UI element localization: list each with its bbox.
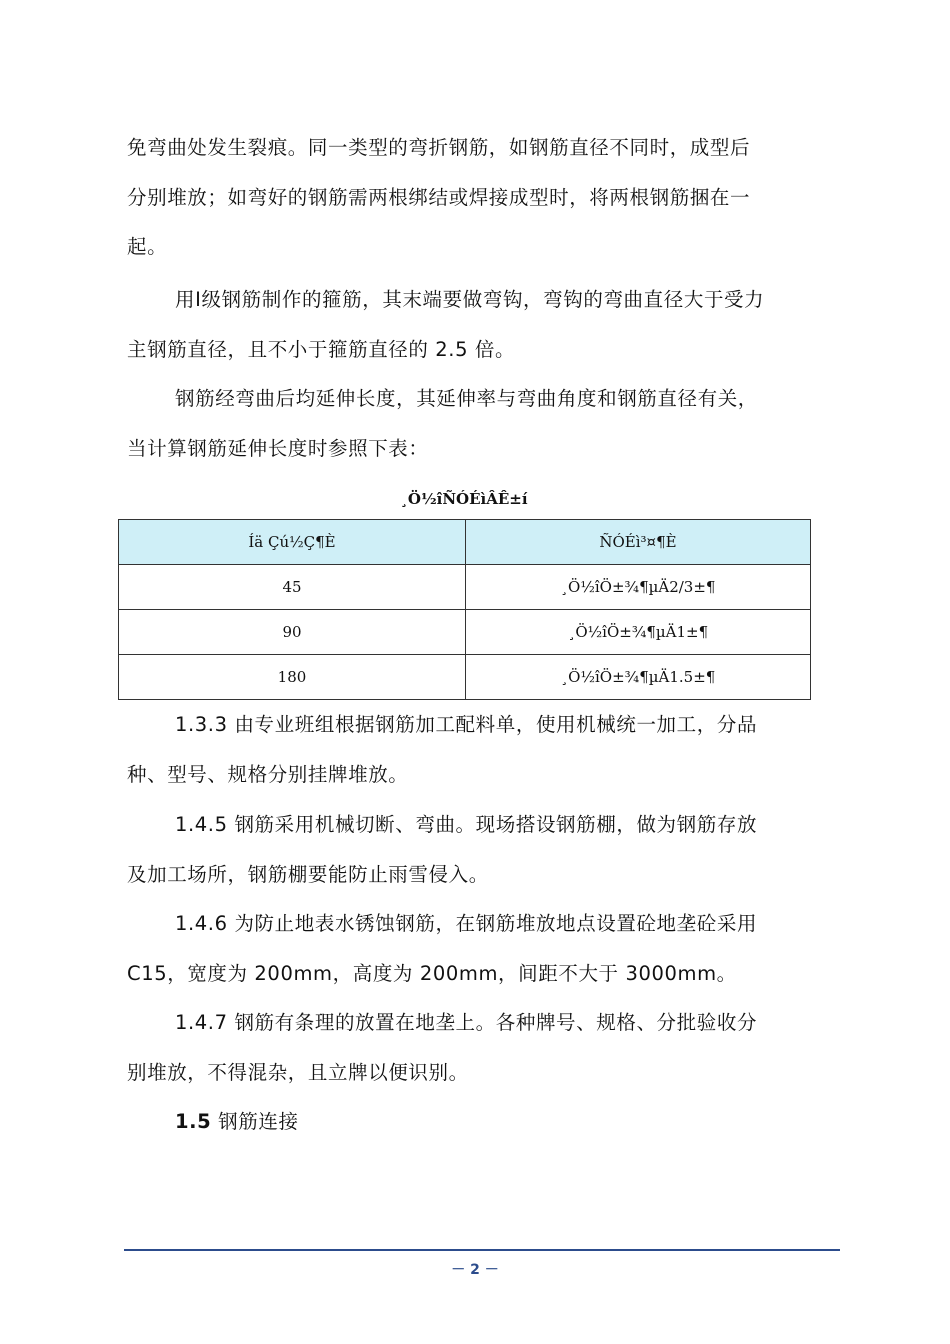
- section-title: 钢筋连接: [218, 1110, 299, 1133]
- table-header-row: [119, 520, 811, 565]
- table-cell: 90: [119, 610, 466, 655]
- text-line: 分别堆放；如弯好的钢筋需两根绑结或焊接成型时，将两根钢筋捆在一: [127, 185, 751, 209]
- table-row: [119, 655, 811, 700]
- table-cell: ¸Ö½îÖ±¾¶µÄ1±¶: [466, 610, 811, 655]
- text-line: 主钢筋直径，且不小于箍筋直径的 2.5 倍。: [127, 337, 516, 361]
- section-1-4-5: [127, 800, 839, 899]
- section-number: 1.3.3: [175, 713, 228, 736]
- section-number: 1.4.6: [175, 912, 228, 935]
- section-text: 由专业班组根据钢筋加工配料单，使用机械统一加工，分品: [234, 713, 758, 736]
- table-row: [119, 565, 811, 610]
- text-line: 钢筋经弯曲后均延伸长度，其延伸率与弯曲角度和钢筋直径有关，: [175, 387, 758, 410]
- section-text: 钢筋有条理的放置在地垄上。各种牌号、规格、分批验收分: [234, 1011, 758, 1034]
- section-1-4-6: [127, 899, 839, 998]
- text-line: [127, 700, 839, 750]
- elongation-table: [118, 519, 811, 700]
- header-cell: ÑÓÉì³¤¶È: [466, 520, 811, 565]
- text-line: 种、型号、规格分别挂牌堆放。: [127, 762, 409, 786]
- page-number: － 2 －: [451, 1262, 499, 1278]
- section-number: 1.4.7: [175, 1011, 228, 1034]
- text-line: 别堆放，不得混杂，且立牌以便识别。: [127, 1060, 469, 1084]
- text-line: C15，宽度为 200mm，高度为 200mm，间距不大于 3000mm。: [127, 961, 737, 985]
- section-text: 为防止地表水锈蚀钢筋，在钢筋堆放地点设置砼地垄砼采用: [234, 912, 758, 935]
- table-row: [119, 610, 811, 655]
- text-line: 及加工场所，钢筋棚要能防止雨雪侵入。: [127, 862, 489, 886]
- paragraph-bending-continued: [127, 123, 839, 272]
- text-line: 当计算钢筋延伸长度时参照下表：: [127, 436, 429, 460]
- table-cell: ¸Ö½îÖ±¾¶µÄ1.5±¶: [466, 655, 811, 700]
- table-cell: 180: [119, 655, 466, 700]
- section-text: 钢筋采用机械切断、弯曲。现场搭设钢筋棚，做为钢筋存放: [234, 813, 758, 836]
- section-number: 1.5: [175, 1110, 212, 1133]
- paragraph-stirrup-hook: [127, 275, 839, 374]
- text-line: [127, 998, 839, 1048]
- section-number: 1.4.5: [175, 813, 228, 836]
- table-cell: 45: [119, 565, 466, 610]
- paragraph-elongation: [127, 374, 839, 473]
- section-1-3-3: [127, 700, 839, 799]
- text-line: [127, 1097, 839, 1147]
- header-cell: Íä Çú½Ç¶È: [119, 520, 466, 565]
- table-caption: ¸Ö½îÑÓÉìÂÊ±í: [400, 490, 528, 508]
- section-1-4-7: [127, 998, 839, 1097]
- text-line: 用Ⅰ级钢筋制作的箍筋，其末端要做弯钩，弯钩的弯曲直径大于受力: [175, 288, 765, 311]
- text-line: [127, 899, 839, 949]
- table-cell: ¸Ö½îÖ±¾¶µÄ2/3±¶: [466, 565, 811, 610]
- text-line: 免弯曲处发生裂痕。同一类型的弯折钢筋，如钢筋直径不同时，成型后: [127, 136, 751, 159]
- text-line: 起。: [127, 235, 168, 258]
- footer-divider: [124, 1249, 840, 1251]
- section-1-5-heading: [127, 1097, 839, 1147]
- text-line: [127, 800, 839, 850]
